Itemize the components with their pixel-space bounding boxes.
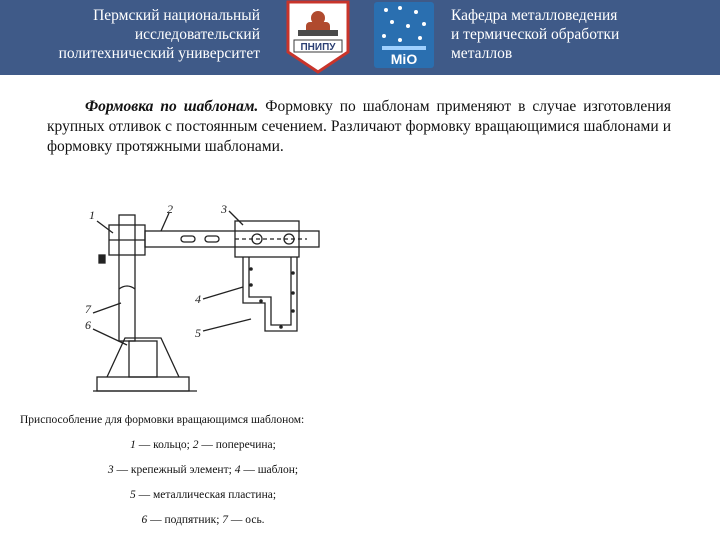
caption-line: 5 — металлическая пластина; — [129, 489, 277, 501]
base-plate — [97, 377, 189, 391]
university-line: Пермский национальный — [93, 7, 260, 24]
label-7: 7 — [85, 302, 91, 316]
caption-line: 3 — крепежный элемент; 4 — шаблон; — [107, 464, 299, 476]
paragraph-lead: Формовка по шаблонам. — [85, 98, 259, 115]
caption-line: 6 — подпятник; 7 — ось. — [141, 514, 265, 526]
pnipu-logo — [284, 0, 352, 74]
ring-screw — [99, 255, 105, 263]
mio-logo — [372, 0, 436, 70]
caption-title: Приспособление для формовки вращающимся шаблоном: — [20, 414, 305, 426]
university-line: политехнический университет — [58, 45, 260, 62]
footstep-hub — [129, 341, 157, 377]
label-5: 5 — [195, 326, 201, 340]
label-6: 6 — [85, 318, 91, 332]
metal-plate — [249, 257, 291, 325]
paragraph-text: Формовку по шаблонам применяют в случае изготовления крупных отливок с постоянным сечением. Различают формовку вращающимися шаблонами и формовку протяжными шаблонами. — [47, 98, 671, 155]
department-name — [451, 6, 711, 63]
department-line: металлов — [451, 45, 513, 62]
template-molding-diagram — [85, 203, 425, 403]
label-3: 3 — [221, 203, 227, 216]
university-name — [40, 6, 260, 63]
header-bar — [0, 0, 720, 75]
label-4: 4 — [195, 292, 201, 306]
caption-line: 1 — кольцо; 2 — поперечина; — [130, 439, 276, 451]
body-paragraph — [47, 97, 671, 157]
axis-shaft — [119, 215, 135, 341]
university-line: исследовательский — [134, 26, 260, 43]
svg-text:МiO: МiO — [390, 51, 418, 67]
department-line: и термической обработки — [451, 26, 620, 43]
axis-break — [119, 286, 135, 289]
footstep-body — [107, 338, 179, 377]
label-1: 1 — [89, 208, 95, 222]
label-2: 2 — [167, 203, 173, 216]
svg-text:ПНИПУ: ПНИПУ — [300, 42, 336, 53]
department-line: Кафедра металловедения — [451, 7, 618, 24]
